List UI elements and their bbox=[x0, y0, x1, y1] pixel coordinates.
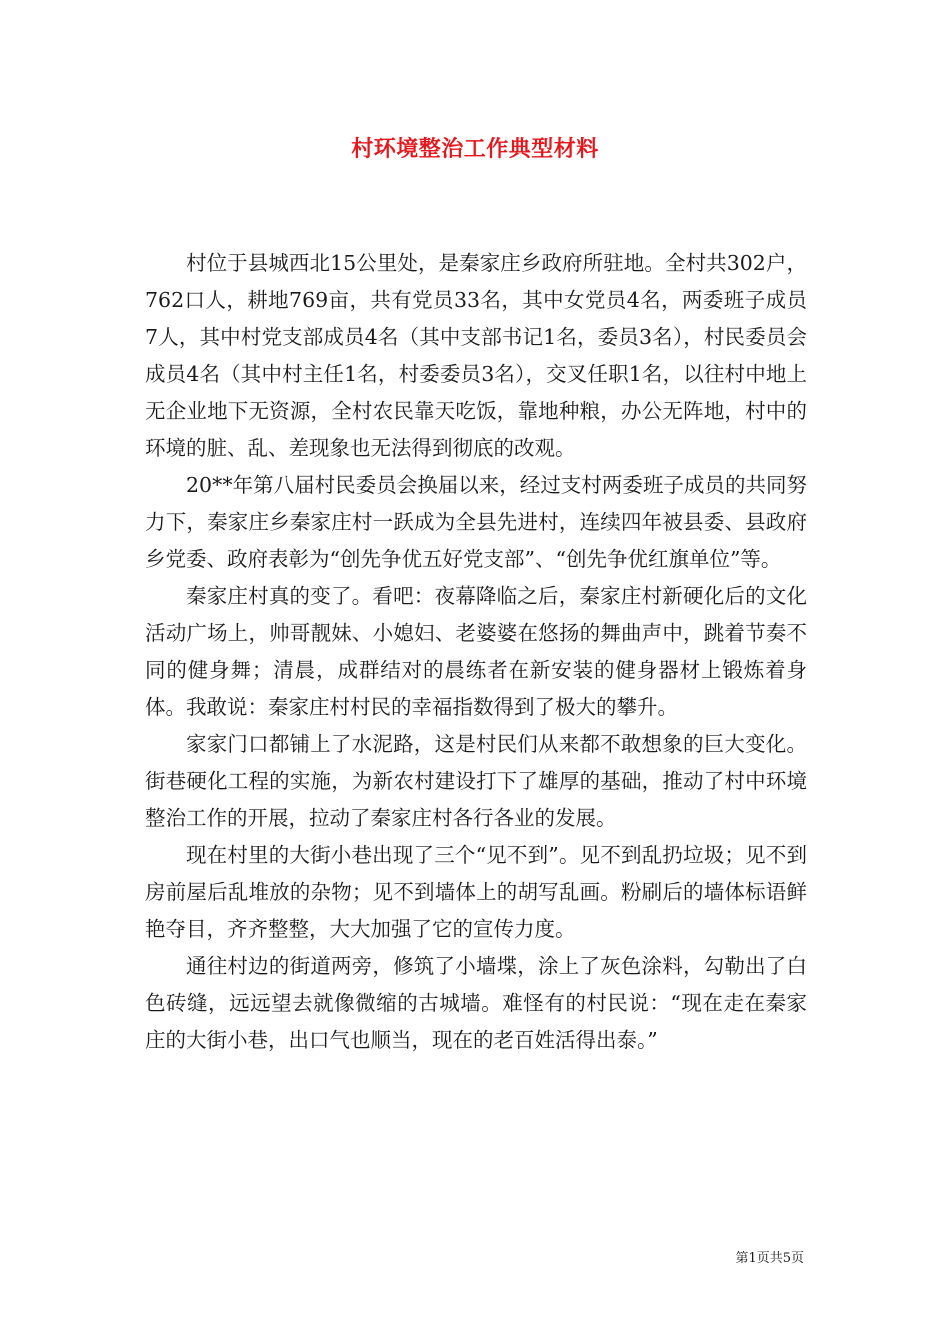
document-title: 村环境整治工作典型材料 bbox=[351, 136, 599, 162]
paragraph-5: 现在村里的大街小巷出现了三个“见不到”。见不到乱扔垃圾；见不到房前屋后乱堆放的杂物；见不到墙体上的胡写乱画。粉刷后的墙体标语鲜艳夺目，齐齐整整，大大加强了它的宣传力度。 bbox=[145, 843, 807, 941]
paragraph-1: 村位于县城西北15公里处，是秦家庄乡政府所驻地。全村共302户，762口人，耕地769亩，共有党员33名，其中女党员4名，两委班子成员7人，其中村党支部成员4名（其中支部书记1名，委员3名），村民委员会成员4名（其中村主任1名，村委委员3名），交叉任职1名，以往村中地上无企业地下无资源，全村农民靠天吃饭，靠地种粮，办公无阵地，村中的环境的脏、乱、差现象也无法得到彻底的改观。 bbox=[145, 251, 807, 460]
document-body bbox=[145, 245, 807, 1059]
paragraph-2: 20**年第八届村民委员会换届以来，经过支村两委班子成员的共同努力下，秦家庄乡秦家庄村一跃成为全县先进村，连续四年被县委、县政府乡党委、政府表彰为“创先争优五好党支部”、“创先争优红旗单位”等。 bbox=[145, 473, 807, 571]
page-number: 第1页共5页 bbox=[735, 1251, 804, 1266]
paragraph-6: 通往村边的街道两旁，修筑了小墙堞，涂上了灰色涂料，勾勒出了白色砖缝，远远望去就像微缩的古城墙。难怪有的村民说：“现在走在秦家庄的大街小巷，出口气也顺当，现在的老百姓活得出泰。” bbox=[145, 954, 807, 1052]
paragraph-4: 家家门口都铺上了水泥路，这是村民们从来都不敢想象的巨大变化。街巷硬化工程的实施，为新农村建设打下了雄厚的基础，推动了村中环境整治工作的开展，拉动了秦家庄村各行各业的发展。 bbox=[145, 732, 807, 830]
paragraph-3: 秦家庄村真的变了。看吧：夜幕降临之后，秦家庄村新硬化后的文化活动广场上，帅哥靓妹、小媳妇、老婆婆在悠扬的舞曲声中，跳着节奏不同的健身舞；清晨，成群结对的晨练者在新安装的健身器材上锻炼着身体。我敢说：秦家庄村村民的幸福指数得到了极大的攀升。 bbox=[145, 584, 807, 719]
